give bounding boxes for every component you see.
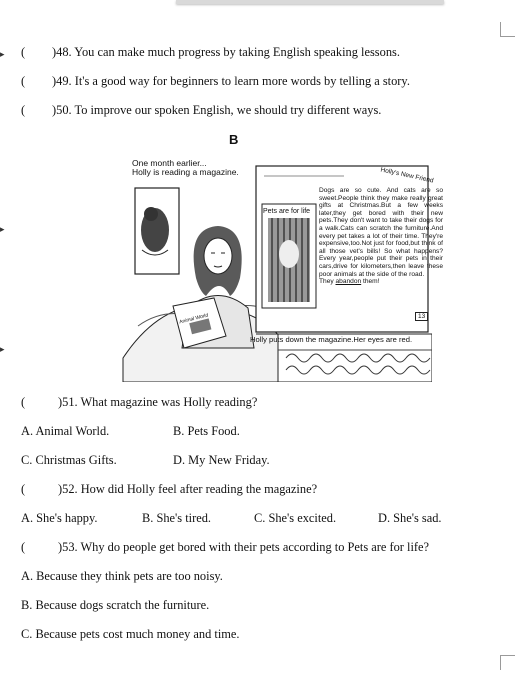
page-corner-mark-top [500,22,515,37]
page-number: 13 [415,312,428,321]
caption-eyes-red: Holly puts down the magazine.Her eyes are red. [250,335,413,344]
question-text: )50. To improve our spoken English, we should try different ways. [52,103,382,117]
caption-one-month-earlier: One month earlier... [132,158,207,168]
option-a: A. She's happy. [21,511,98,525]
answer-bracket: ( [21,45,26,59]
article-last-suffix: them! [361,278,380,286]
magazine-cover-title: Animal World [178,312,209,326]
article-title: Pets are for life [263,208,311,215]
article-body-text: Dogs are so cute. And cats are so sweet.People think they make really great gifts at Christmas.But a few weeks later,they get bored with their new pets.They don't want to take their dogs for a walk.Cats can scratch the furniture.And every pet takes a lot of their time. They're expensive,too.Not just for food,but think of all those vet's bills! So what happens? Every year,people put their pets in their cars,drive for kilometers,then leave these poor animals at the side of the road. [319,187,443,278]
option-b: B. She's tired. [142,511,212,525]
article-body [319,187,443,286]
margin-mark: ▸ [0,224,5,234]
option-a: A. Because they think pets are too noisy. [21,569,223,583]
option-c: C. Because pets cost much money and time. [21,627,240,641]
page-corner-mark-bottom [500,655,515,670]
option-b: B. Because dogs scratch the furniture. [21,598,210,612]
answer-bracket: ( [21,540,26,554]
question-text: )49. It's a good way for beginners to learn more words by telling a story. [52,74,410,88]
question-text: )52. How did Holly feel after reading the magazine? [58,482,318,496]
window-top-bar [176,0,444,4]
dog-poster [135,188,179,274]
answer-bracket: ( [21,74,26,88]
option-d: D. She's sad. [378,511,442,525]
option-c: C. She's excited. [254,511,337,525]
margin-mark: ▸ [0,344,5,354]
option-b: B. Pets Food. [173,424,240,438]
question-text: )48. You can make much progress by taking English speaking lessons. [52,45,400,59]
option-c: C. Christmas Gifts. [21,453,117,467]
margin-mark: ▸ [0,49,5,59]
option-a: A. Animal World. [21,424,110,438]
question-text: )51. What magazine was Holly reading? [58,395,258,409]
option-d: D. My New Friday. [173,453,270,467]
answer-bracket: ( [21,103,26,117]
section-label: B [229,132,239,147]
magazine-header: Holly's New Friend [379,166,435,185]
answer-bracket: ( [21,395,26,409]
article-underlined-word: abandon [335,278,362,286]
question-text: )53. Why do people get bored with their pets according to Pets are for life? [58,540,430,554]
article-last-prefix: They [319,278,336,286]
caption-reading: Holly is reading a magazine. [132,167,239,177]
answer-bracket: ( [21,482,26,496]
